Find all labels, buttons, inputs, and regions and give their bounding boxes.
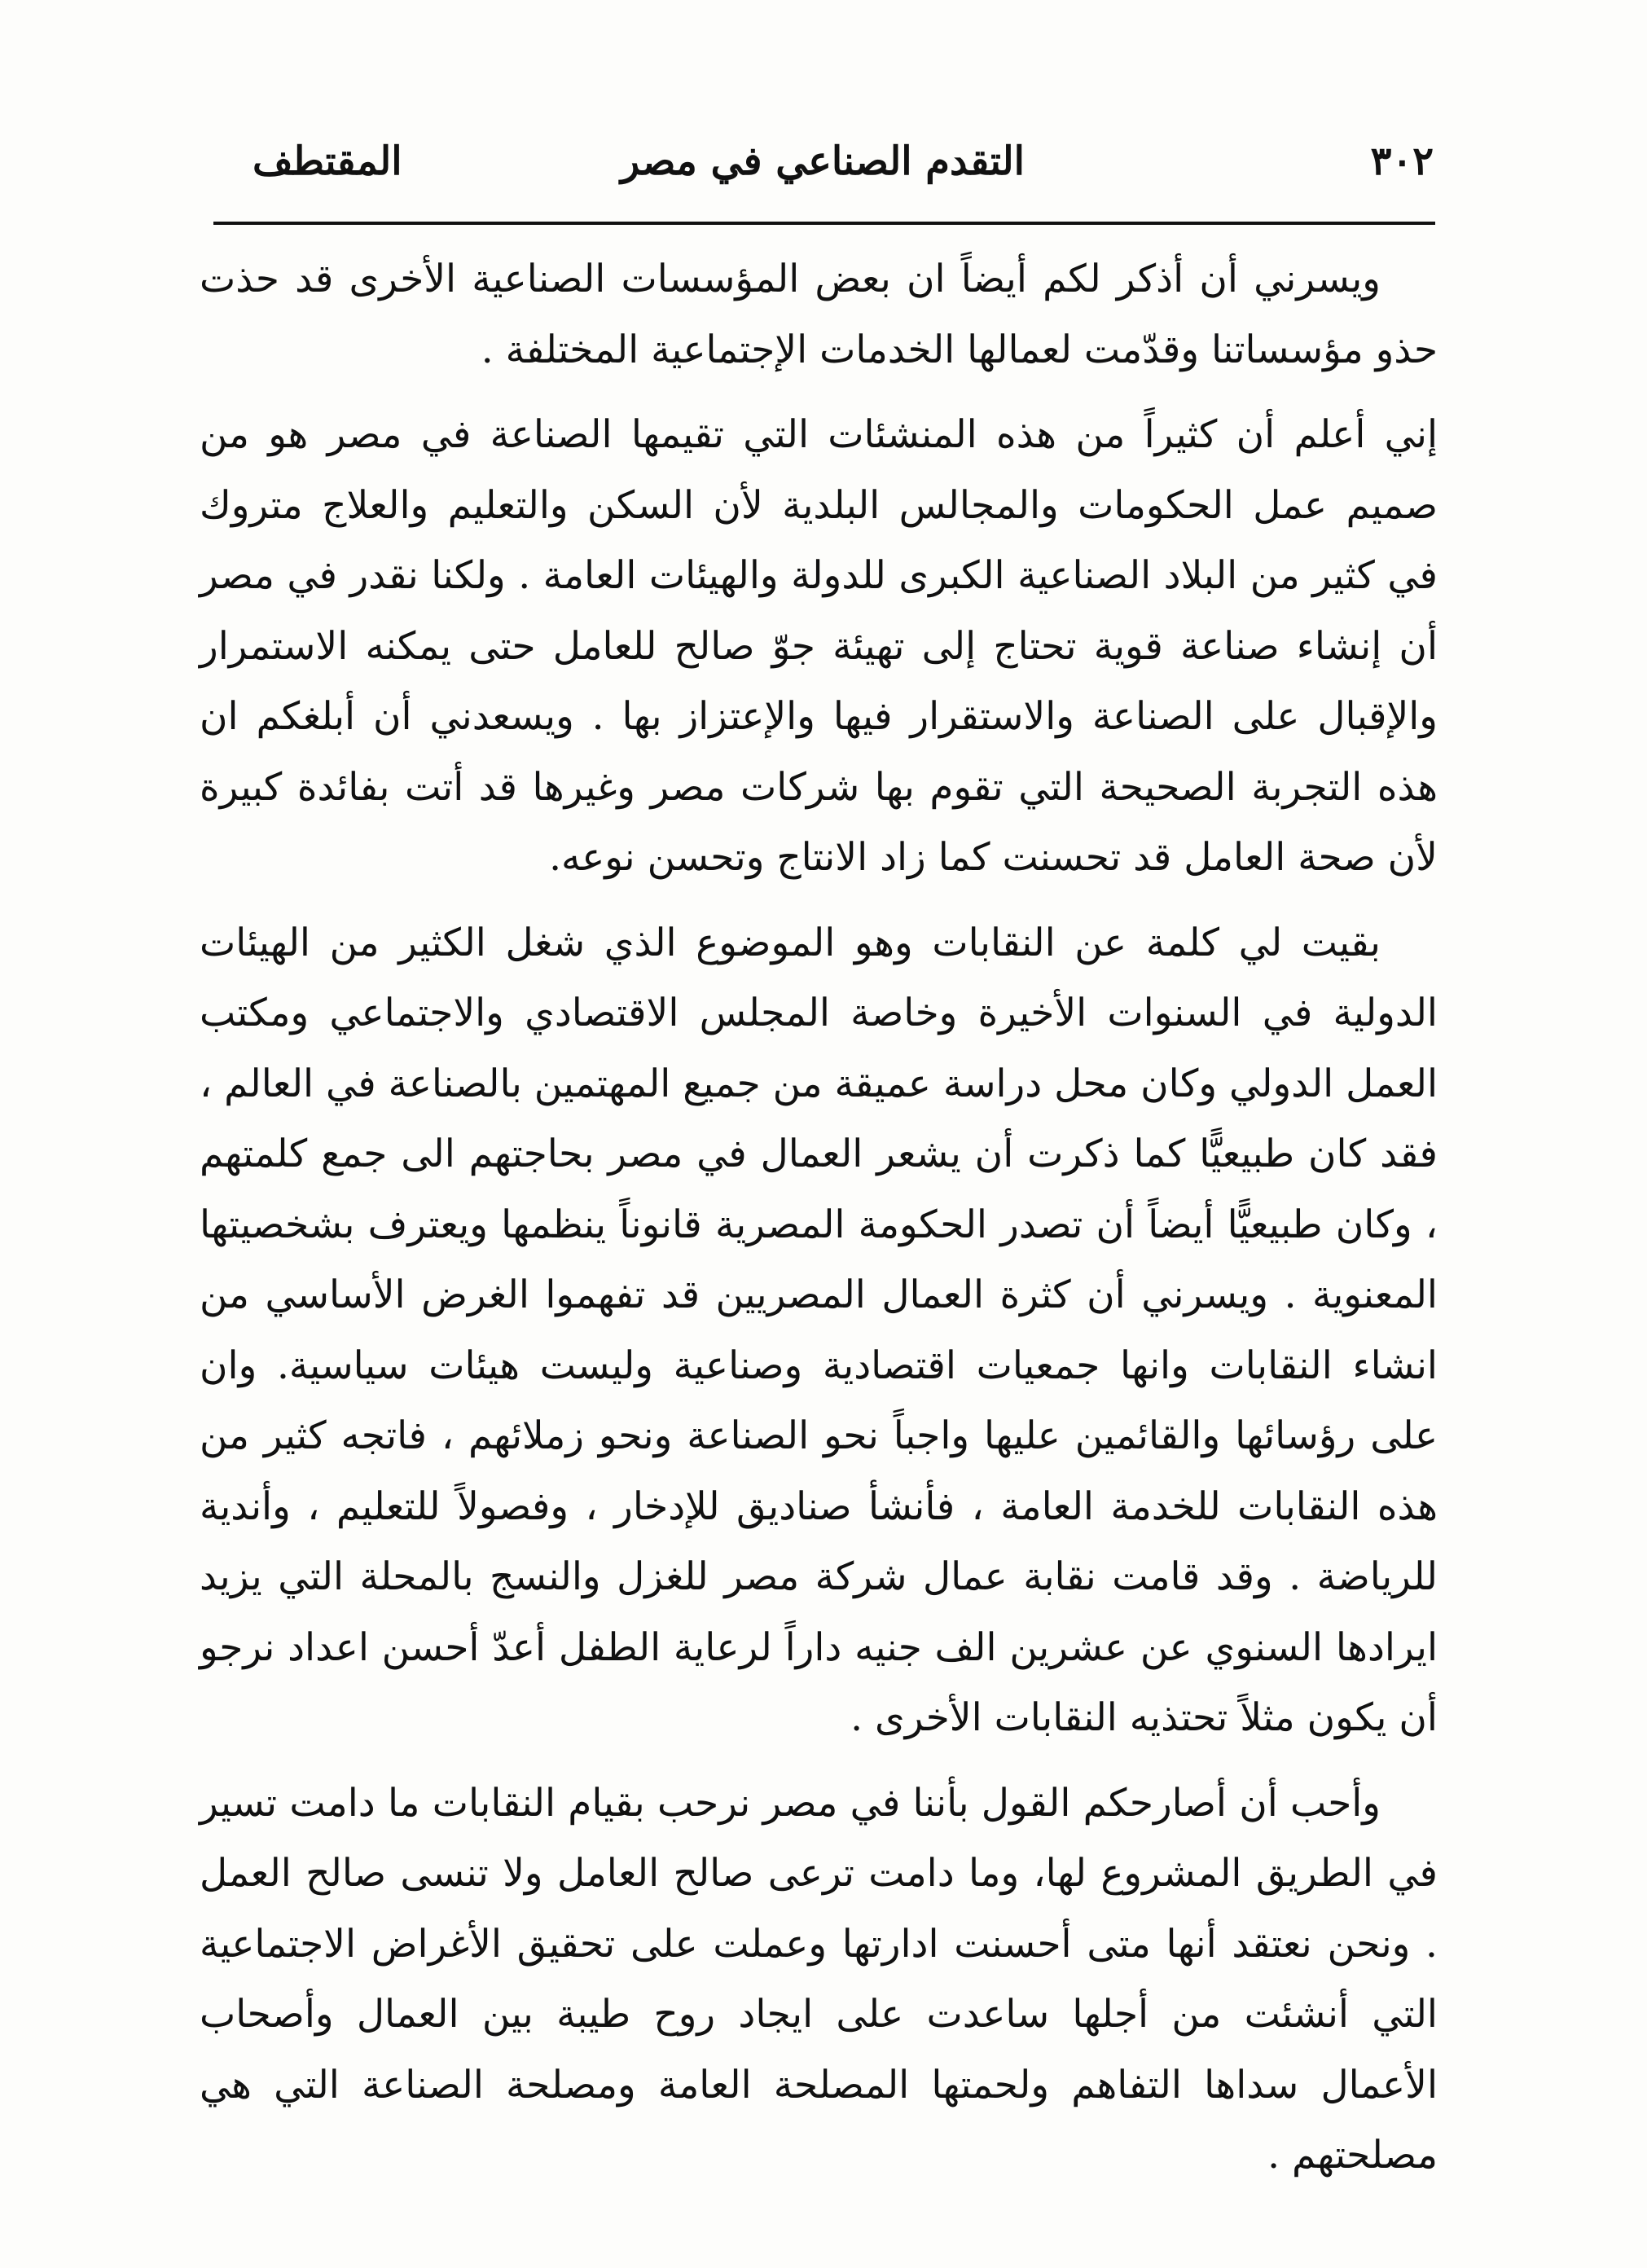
paragraph: إني أعلم أن كثيراً من هذه المنشئات التي تقيمها الصناعة في مصر هو من صميم عمل الحكومات والمجالس البلدية لأن السكن والتعليم والعلاج متروك في كثير من البلاد الصناعية الكبرى للدولة والهيئات العامة . ولكنا نقدر في مصر أن إنشاء صناعة قوية تحتاج إلى تهيئة جوّ صالح للعامل حتى يمكنه الاستمرار والإقبال على الصناعة والاستقرار فيها والإعتزاز بها . ويسعدني أن أبلغكم ان هذه التجربة الصحيحة التي تقوم بها شركات مصر وغيرها قد أتت بفائدة كبيرة لأن صحة العامل قد تحسنت كما زاد الانتاج وتحسن نوعه. (200, 412, 1438, 880)
article-body (200, 244, 1438, 2191)
header-divider (213, 222, 1435, 225)
page-number: ٣٠٢ (1370, 138, 1434, 184)
paragraph: بقيت لي كلمة عن النقابات وهو الموضوع الذي شغل الكثير من الهيئات الدولية في السنوات الأخيرة وخاصة المجلس الاقتصادي والاجتماعي ومكتب العمل الدولي وكان محل دراسة عميقة من جميع المهتمين بالصناعة في العالم ، فقد كان طبيعيًّا كما ذكرت أن يشعر العمال في مصر بحاجتهم الى جمع كلمتهم ، وكان طبيعيًّا أيضاً أن تصدر الحكومة المصرية قانوناً ينظمها ويعترف بشخصيتها المعنوية . ويسرني أن كثرة العمال المصريين قد تفهموا الغرض الأساسي من انشاء النقابات وانها جمعيات اقتصادية وصناعية وليست هيئات سياسية. وان على رؤسائها والقائمين عليها واجباً نحو الصناعة ونحو زملائهم ، فاتجه كثير من هذه النقابات للخدمة العامة ، فأنشأ صناديق للإدخار ، وفصولاً للتعليم ، وأندية للرياضة . وقد قامت نقابة عمال شركة مصر للغزل والنسج بالمحلة التي يزيد ايرادها السنوي عن عشرين الف جنيه داراً لرعاية الطفل أعدّ أحسن اعداد نرجو أن يكون مثلاً تحتذيه النقابات الأخرى . (200, 920, 1438, 1740)
journal-name: المقتطف (253, 138, 402, 184)
paragraph: ويسرني أن أذكر لكم أيضاً ان بعض المؤسسات الصناعية الأخرى قد حذت حذو مؤسساتنا وقدّمت لعمالها الخدمات الإجتماعية المختلفة . (200, 257, 1438, 372)
page-header (212, 130, 1434, 204)
running-title: التقدم الصناعي في مصر (621, 138, 1025, 184)
paragraph: وأحب أن أصارحكم القول بأننا في مصر نرحب بقيام النقابات ما دامت تسير في الطريق المشروع لها، وما دامت ترعى صالح العامل ولا تنسى صالح العمل . ونحن نعتقد أنها متى أحسنت ادارتها وعملت على تحقيق الأغراض الاجتماعية التي أنشئت من أجلها ساعدت على ايجاد روح طيبة بين العمال وأصحاب الأعمال سداها التفاهم ولحمتها المصلحة العامة ومصلحة الصناعة التي هي مصلحتهم . (200, 1780, 1438, 2178)
